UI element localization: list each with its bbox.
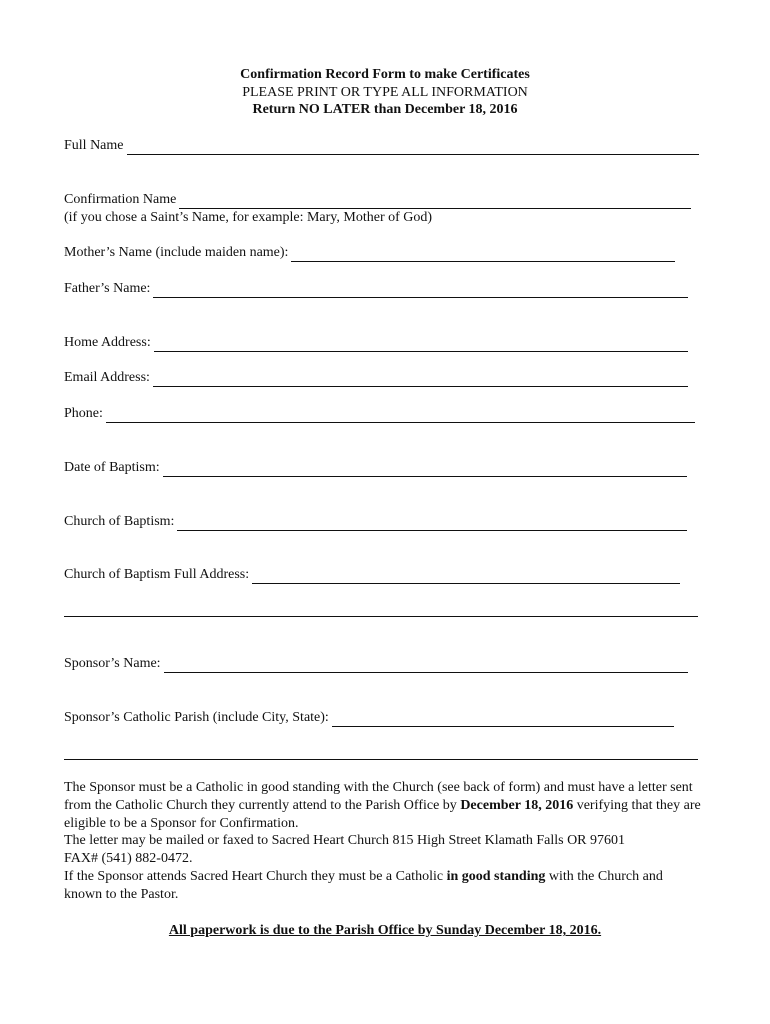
email-address-field[interactable] [153, 371, 688, 387]
confirmation-name-label: Confirmation Name [64, 192, 177, 207]
sponsor-name-row [64, 655, 688, 673]
father-name-row [64, 280, 688, 298]
form-header [0, 66, 770, 119]
full-name-field[interactable] [127, 139, 699, 155]
instruction-text: The Sponsor must be a Catholic in good standing with the Church (see back of form) and must have a letter sent from the Catholic Church they currently attend to the Parish Office by [64, 780, 693, 813]
mother-name-row [64, 244, 675, 262]
mother-name-field[interactable] [291, 246, 675, 262]
home-address-label: Home Address: [64, 335, 151, 350]
phone-label: Phone: [64, 406, 103, 421]
confirmation-name-note: (if you chose a Saint’s Name, for example: Mary, Mother of God) [64, 210, 433, 225]
sponsor-name-field[interactable] [164, 657, 688, 673]
return-deadline: Return NO LATER than December 18, 2016 [252, 102, 518, 117]
date-of-baptism-row [64, 459, 687, 477]
email-address-label: Email Address: [64, 370, 150, 385]
email-address-row [64, 369, 688, 387]
confirmation-name-row [64, 191, 691, 209]
mother-name-label: Mother’s Name (include maiden name): [64, 245, 289, 260]
home-address-field[interactable] [154, 336, 688, 352]
sponsor-parish-field[interactable] [332, 711, 674, 727]
date-of-baptism-label: Date of Baptism: [64, 460, 160, 475]
form-title: Confirmation Record Form to make Certificates [240, 67, 530, 82]
sponsor-name-label: Sponsor’s Name: [64, 656, 161, 671]
full-name-label: Full Name [64, 138, 124, 153]
sponsor-parish-row [64, 709, 674, 727]
instruction-deadline: December 18, 2016 [460, 797, 574, 813]
sponsor-parish-line-2[interactable] [64, 758, 698, 760]
father-name-field[interactable] [153, 282, 688, 298]
father-name-label: Father’s Name: [64, 281, 151, 296]
church-of-baptism-row [64, 513, 687, 531]
church-of-baptism-label: Church of Baptism: [64, 514, 175, 529]
sponsor-instructions [64, 779, 704, 904]
date-of-baptism-field[interactable] [163, 461, 687, 477]
church-full-address-label: Church of Baptism Full Address: [64, 567, 250, 582]
phone-row [64, 405, 695, 423]
instruction-fax: FAX# (541) 882-0472. [64, 851, 193, 867]
form-subtitle: PLEASE PRINT OR TYPE ALL INFORMATION [242, 84, 528, 100]
instruction-paragraph-2: The letter may be mailed or faxed to Sacred Heart Church 815 High Street Klamath Falls OR 97601 [64, 833, 626, 849]
instruction-text: If the Sponsor attends Sacred Heart Church they must be a Catholic [64, 868, 447, 884]
due-notice: All paperwork is due to the Parish Office by Sunday December 18, 2016. [168, 923, 602, 938]
full-name-row [64, 137, 699, 155]
home-address-row [64, 334, 688, 352]
church-of-baptism-field[interactable] [177, 515, 687, 531]
instruction-text: with the Church and known to the Pastor. [64, 868, 663, 902]
phone-field[interactable] [106, 407, 695, 423]
sponsor-parish-label: Sponsor’s Catholic Parish (include City, State): [64, 710, 329, 725]
instruction-paragraph-4 [64, 868, 704, 904]
church-full-address-row [64, 566, 680, 584]
instruction-paragraph-1 [64, 779, 704, 832]
instruction-emphasis: in good standing [446, 868, 546, 884]
instruction-text: verifying that they are eligible to be a Sponsor for Confirmation. [64, 797, 701, 831]
confirmation-name-field[interactable] [179, 193, 691, 209]
church-full-address-line-2[interactable] [64, 615, 698, 617]
church-full-address-field[interactable] [252, 568, 680, 584]
